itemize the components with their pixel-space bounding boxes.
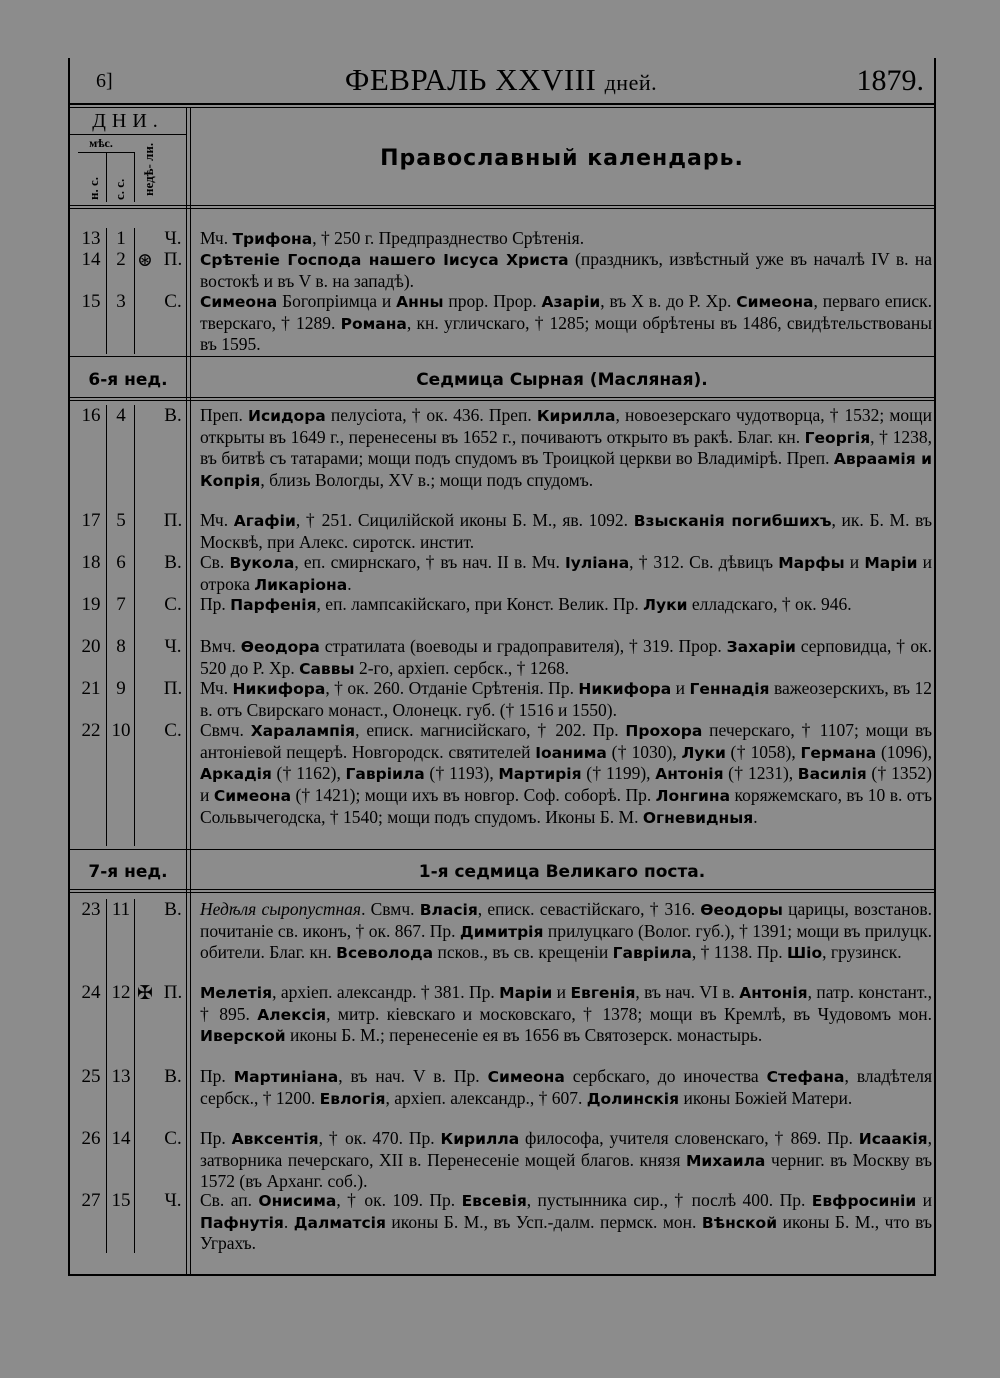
new-style-day: 19 — [81, 594, 101, 615]
commemoration-text: Преп. Исидора пелусіота, † ок. 436. Преп. Кирилла, новоезерскаго чудотворца, † 1532; мощи открыты въ 1649 г., перенесены въ 1652 г., почиваютъ открыто въ ракѣ. Благ. кн. Георгія, † 1238, въ битвѣ съ татарами; мощи подъ спудомъ въ Троицкой церкви во Владимірѣ. Преп. Авраамія и Копрія, близь Вологды, XV в.; мощи подъ спудомъ. — [200, 405, 932, 491]
days-heading: ДНИ. — [92, 110, 164, 132]
weekday: В. — [164, 552, 182, 573]
calendar-title: Православный календарь. — [380, 146, 744, 171]
new-style-day: 27 — [81, 1190, 101, 1211]
divider-2 — [190, 108, 191, 1274]
header-rule-thin — [68, 107, 934, 108]
week2-rule-top — [68, 849, 934, 850]
week1-rule-b1 — [68, 397, 934, 398]
page-number: 6] — [96, 70, 113, 92]
weekday: С. — [164, 594, 182, 615]
weekday: Ч. — [164, 636, 182, 657]
new-style-day: 13 — [81, 228, 101, 249]
month-title — [68, 62, 934, 98]
weekday: Ч. — [164, 228, 182, 249]
day-col-sep — [134, 636, 135, 678]
month-heading: мѣс. — [89, 136, 113, 150]
day-col-sep — [106, 405, 107, 510]
day-col-sep — [134, 291, 135, 354]
commemoration-text: Св. ап. Онисима, † ок. 109. Пр. Евсевія, пустынника сир., † послѣ 400. Пр. Евфросиніи и Пафнутія. Далматсія иконы Б. М., въ Усп.-далм. пермск. мон. Вѣнской иконы Б. М., что въ Уграхъ. — [200, 1190, 932, 1254]
col-sep-b — [134, 152, 135, 202]
old-style-day: 7 — [116, 594, 126, 615]
old-style-heading: с. с. — [112, 178, 127, 200]
commemoration-text: Вмч. Ѳеодора стратилата (воеводы и градоправителя), † 319. Прор. Захаріи серповидца, † ок. 520 до Р. Хр. Саввы 2-го, архіеп. сербск., † 1268. — [200, 636, 932, 678]
new-style-day: 23 — [81, 899, 101, 920]
day-col-sep — [134, 899, 135, 983]
commemoration-text: Пр. Мартиніана, въ нач. V в. Пр. Симеона сербскаго, до иночества Стефана, владѣтеля сербск., † 1200. Евлогія, архіеп. александр., † 607. Долинскія иконы Божіей Матери. — [200, 1066, 932, 1108]
new-style-day: 20 — [81, 636, 101, 657]
day-col-sep — [106, 982, 107, 1066]
week-label: 6-я нед. — [88, 370, 168, 390]
old-style-day: 11 — [111, 899, 131, 920]
weekday: В. — [164, 405, 182, 426]
feast-symbol-icon: ⊛ — [137, 250, 153, 271]
day-col-sep — [134, 552, 135, 594]
day-col-sep — [134, 1190, 135, 1253]
week1-rule-b2 — [68, 400, 934, 401]
day-col-sep — [134, 678, 135, 720]
day-col-sep — [134, 228, 135, 249]
page-header — [68, 58, 934, 102]
commemoration-text: Пр. Парфенія, еп. лампсакійскаго, при Конст. Велик. Пр. Луки елладскаго, † ок. 946. — [200, 594, 852, 614]
new-style-day: 26 — [81, 1128, 101, 1149]
day-col-sep — [106, 899, 107, 983]
day-col-sep — [106, 1066, 107, 1129]
header-rule — [68, 103, 934, 105]
old-style-day: 5 — [116, 510, 126, 531]
weekday: С. — [164, 1128, 182, 1149]
day-col-sep — [106, 594, 107, 636]
week2-rule-b2 — [68, 892, 934, 893]
weekday: С. — [164, 720, 182, 741]
commemoration-text: Симеона Богопріимца и Анны прор. Прор. Азаріи, въ X в. до Р. Хр. Симеона, перваго еписк. тверскаго, † 1289. Романа, кн. угличскаго, † 1285; мощи обрѣтены въ 1486, свидѣтельствованы въ 1595. — [200, 291, 932, 355]
commemoration-text: Недѣля сыропустная. Свмч. Власія, еписк. севастійскаго, † 316. Ѳеодоры царицы, возстанов. почитаніе св. иконъ, † ок. 867. Пр. Димитрія прилуцкаго (Волог. губ.), † 1391; мощи въ прилуцк. обители. Благ. кн. Всеволода псков., въ св. крещеніи Гавріила, † 1138. Пр. Шіо, грузинск. — [200, 899, 933, 963]
commemoration-text: Мч. Трифона, † 250 г. Предпразднество Срѣтенія. — [200, 228, 585, 248]
day-col-sep — [134, 982, 135, 1066]
day-col-sep — [134, 1066, 135, 1129]
new-style-day: 21 — [81, 678, 101, 699]
commemoration-text: Мч. Никифора, † ок. 260. Отданіе Срѣтенія. Пр. Никифора и Геннадія важеозерскихъ, въ 12 в. отъ Свирскаго монаст., Олонецк. губ. († 1516 и 1550). — [200, 678, 932, 720]
day-col-sep — [106, 678, 107, 720]
weekday: С. — [164, 291, 182, 312]
commemoration-text: Мч. Агафіи, † 251. Сицилійской иконы Б. М., яв. 1092. Взысканія погибшихъ, ик. Б. М. въ Москвѣ, при Алекс. сиротск. инстит. — [200, 510, 933, 552]
old-style-day: 6 — [116, 552, 126, 573]
day-col-sep — [106, 1128, 107, 1191]
weekday: Ч. — [164, 1190, 182, 1211]
old-style-day: 8 — [116, 636, 126, 657]
frame-bottom — [68, 1274, 934, 1276]
week-title: Седмица Сырная (Масляная). — [416, 370, 708, 390]
new-style-day: 22 — [81, 720, 101, 741]
commemoration-text: Срѣтеніе Господа нашего Іисуса Христа (праздникъ, извѣстный уже въ началѣ IV в. на востокѣ и въ V в. на западѣ). — [200, 249, 932, 291]
weekday: П. — [163, 249, 183, 270]
week-band-6 — [68, 360, 934, 400]
new-style-day: 16 — [81, 405, 101, 426]
new-style-day: 18 — [81, 552, 101, 573]
week-title: 1-я седмица Великаго поста. — [418, 862, 706, 882]
new-style-day: 15 — [81, 291, 101, 312]
head-rule-2 — [68, 208, 934, 209]
commemoration-text: Свмч. Харалампія, еписк. магнисійскаго, † 202. Пр. Прохора печерскаго, † 1107; мощи въ антоніевой пещерѣ. Новгородск. святителей Іоанима († 1030), Луки († 1058), Германа (1096), Аркадія († 1162), Гавріила († 1193), Мартирія († 1199), Антонія († 1231), Василія († 1352) и Симеона († 1421); мощи ихъ въ новгор. Соф. соборѣ. Пр. Лонгина коряжемскаго, въ 10 в. отъ Сольвычегодска, † 1540; мощи подъ спудомъ. Иконы Б. М. Огневидныя. — [200, 720, 933, 827]
days-word: дней. — [604, 70, 658, 95]
week-band-7 — [68, 852, 934, 892]
new-style-day: 24 — [81, 982, 101, 1003]
feast-symbol-icon: ✠ — [137, 983, 153, 1004]
frame-left — [68, 58, 70, 1276]
day-col-sep — [134, 510, 135, 552]
day-col-sep — [106, 510, 107, 552]
day-col-sep — [134, 594, 135, 636]
col-sep-a — [106, 152, 107, 202]
old-style-day: 4 — [116, 405, 126, 426]
day-col-sep — [106, 552, 107, 594]
old-style-day: 13 — [111, 1066, 131, 1087]
day-col-sep — [106, 228, 107, 249]
weekday: В. — [164, 899, 182, 920]
day-col-sep — [106, 1190, 107, 1253]
day-col-sep — [134, 1128, 135, 1191]
frame-right — [934, 58, 936, 1276]
weekday: П. — [163, 982, 183, 1003]
weekday: П. — [163, 510, 183, 531]
day-col-sep — [134, 249, 135, 291]
new-style-day: 25 — [81, 1066, 101, 1087]
days-rule — [68, 134, 186, 135]
weekday: П. — [163, 678, 183, 699]
old-style-day: 9 — [116, 678, 126, 699]
new-style-day: 17 — [81, 510, 101, 531]
old-style-day: 14 — [111, 1128, 131, 1149]
commemoration-text: Мелетія, архіеп. александр. † 381. Пр. Маріи и Евгенія, въ нач. VI в. Антонія, патр. констант., † 895. Алексія, митр. кіевскаго и московскаго, † 1378; мощи въ Кремлѣ, въ Чудовомъ мон. Иверской иконы Б. М.; перенесеніе ея въ 1656 въ Святозерск. монастырь. — [200, 982, 932, 1046]
old-style-day: 3 — [116, 291, 126, 312]
day-col-sep — [134, 405, 135, 510]
old-style-day: 12 — [111, 982, 131, 1003]
weekday-heading: недѣ- ли. — [141, 142, 156, 196]
commemoration-text: Пр. Авксентія, † ок. 470. Пр. Кирилла философа, учителя словенскаго, † 869. Пр. Исаакія, затворника печерскаго, XII в. Перенесеніе мощей благов. князя Михаила черниг. въ Москву въ 1572 (въ Арханг. соб.). — [200, 1128, 933, 1192]
day-col-sep — [106, 291, 107, 354]
day-col-sep — [106, 636, 107, 678]
weekday: В. — [164, 1066, 182, 1087]
commemoration-text: Св. Вукола, еп. смирнскаго, † въ нач. II в. Мч. Іуліана, † 312. Св. дѣвицъ Марфы и Маріи и отрока Ликаріона. — [200, 552, 932, 594]
day-col-sep — [106, 249, 107, 291]
year: 1879. — [856, 64, 924, 97]
week2-rule-b1 — [68, 889, 934, 890]
month-name: ФЕВРАЛЬ XXVIII — [344, 62, 597, 97]
month-rule — [78, 152, 134, 153]
day-col-sep — [106, 720, 107, 846]
old-style-day: 15 — [111, 1190, 131, 1211]
head-rule-1 — [68, 205, 934, 206]
week-label: 7-я нед. — [88, 862, 168, 882]
old-style-day: 1 — [116, 228, 126, 249]
new-style-heading: н. с. — [86, 176, 101, 200]
new-style-day: 14 — [81, 249, 101, 270]
old-style-day: 2 — [116, 249, 126, 270]
day-col-sep — [134, 720, 135, 846]
week1-rule-top — [68, 356, 934, 357]
old-style-day: 10 — [111, 720, 131, 741]
